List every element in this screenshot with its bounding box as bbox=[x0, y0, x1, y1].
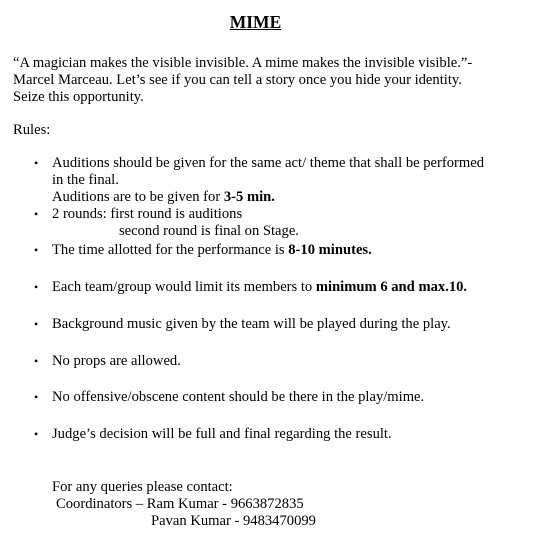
coordinator-pavan: Pavan Kumar - 9483470099 bbox=[151, 513, 316, 529]
rule-members bbox=[52, 279, 467, 297]
page-title: MIME bbox=[229, 12, 282, 32]
rule-auditions: Auditions should be given for the same act/ theme that shall be performed bbox=[52, 155, 485, 171]
bullet: • bbox=[34, 317, 39, 331]
coordinator-ram: Coordinators – Ram Kumar - 9663872835 bbox=[56, 496, 304, 512]
bullet: • bbox=[34, 427, 39, 441]
members-prefix: Each team/group would limit its members to bbox=[52, 279, 316, 295]
rules-heading: Rules: bbox=[13, 122, 51, 138]
bullet: • bbox=[34, 243, 39, 257]
rule-judge: Judge’s decision will be full and final regarding the result. bbox=[52, 426, 392, 442]
rule-time bbox=[52, 242, 372, 260]
bullet: • bbox=[34, 354, 39, 368]
duration-prefix: Auditions are to be given for bbox=[52, 189, 224, 205]
members-value: minimum 6 and max.10. bbox=[315, 279, 468, 295]
time-value: 8-10 minutes. bbox=[288, 242, 372, 258]
rule-auditions-duration bbox=[52, 189, 275, 207]
rule-props: No props are allowed. bbox=[52, 353, 181, 369]
rule-content: No offensive/obscene content should be there in the play/mime. bbox=[52, 389, 425, 405]
rule-rounds: 2 rounds: first round is auditions bbox=[52, 206, 243, 222]
contact-heading: For any queries please contact: bbox=[52, 479, 233, 495]
rule-auditions-cont: in the final. bbox=[52, 172, 119, 188]
bullet: • bbox=[34, 280, 39, 294]
rule-music: Background music given by the team will be played during the play. bbox=[52, 316, 451, 332]
intro-line-3: Seize this opportunity. bbox=[13, 89, 144, 105]
rule-rounds-cont: second round is final on Stage. bbox=[119, 223, 299, 239]
intro-line-2: Marcel Marceau. Let’s see if you can tell a story once you hide your identity. bbox=[13, 72, 462, 88]
bullet: • bbox=[34, 156, 39, 170]
time-prefix: The time allotted for the performance is bbox=[52, 242, 289, 258]
intro-quote: “A magician makes the visible invisible. A mime makes the invisible visible.”- bbox=[13, 55, 473, 71]
bullet: • bbox=[34, 390, 39, 404]
duration-value: 3-5 min. bbox=[223, 189, 275, 205]
bullet: • bbox=[34, 207, 39, 221]
